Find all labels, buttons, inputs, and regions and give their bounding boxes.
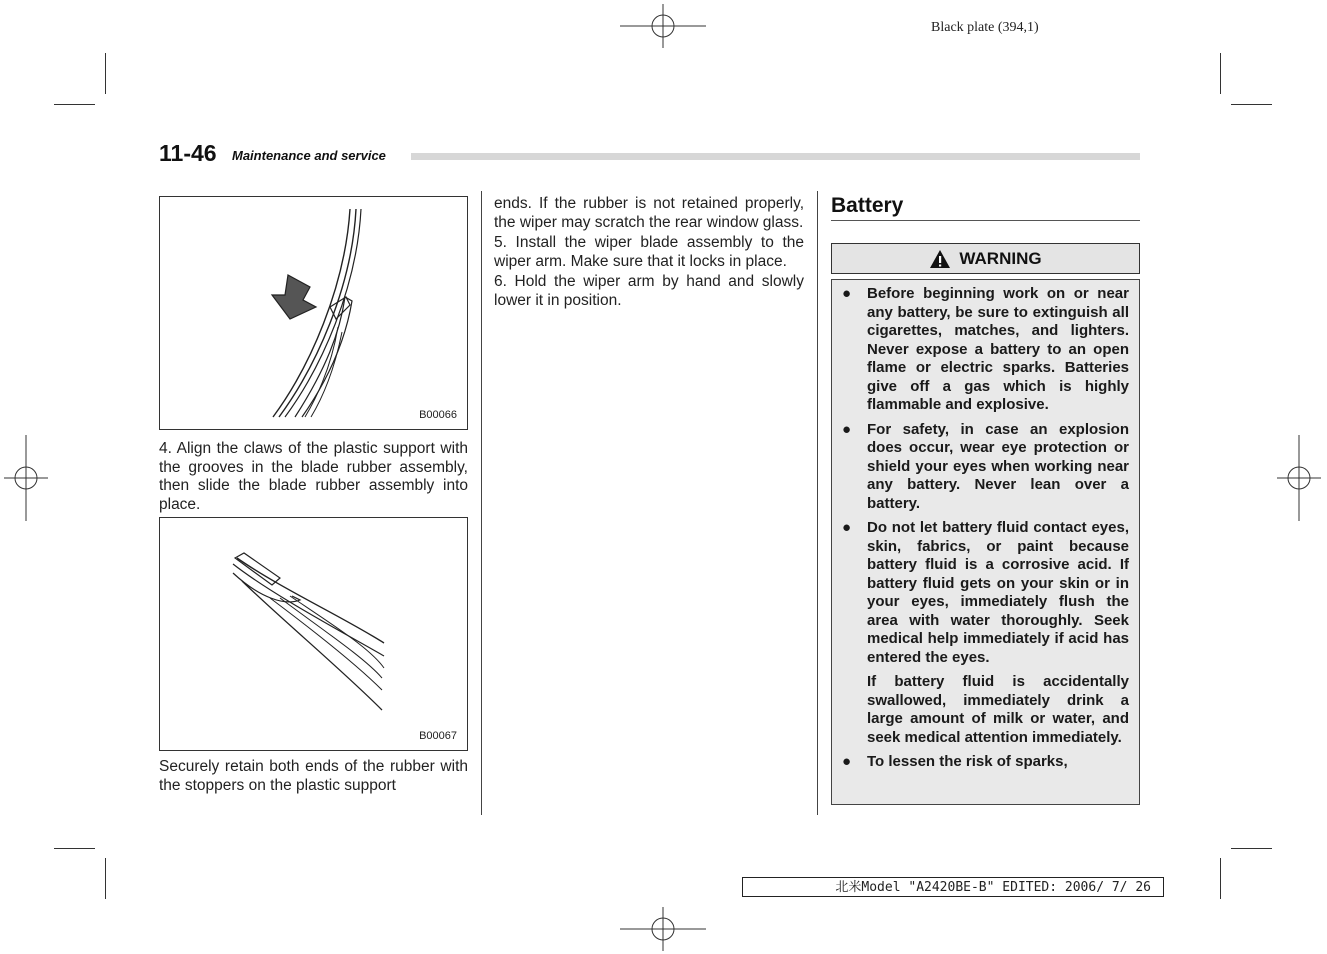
registration-mark-icon [620,4,706,48]
figure-wiper-blade-insert [159,196,468,430]
crop-mark [54,848,95,849]
registration-mark-icon [4,435,48,521]
bullet-icon: ● [842,420,852,438]
warning-note: If battery fluid is accidentally swallowed, immediately drink a large amount of milk or water, and seek medical attention immediately. [867,673,1129,746]
crop-mark [1220,53,1221,94]
crop-mark [105,53,106,94]
warning-triangle-icon [929,249,951,269]
page-number: 11-46 [159,140,217,166]
registration-mark-icon [1277,435,1321,521]
figure-code: B00066 [419,409,457,421]
crop-mark [1231,848,1272,849]
step-5-text: 5. Install the wiper blade assembly to the wiper arm. Make sure that it locks in place. [494,234,804,270]
registration-mark-icon [620,907,706,951]
column-divider [481,191,482,815]
bullet-icon: ● [842,285,852,302]
crop-mark [1220,858,1221,899]
warning-header [831,243,1140,274]
battery-heading: Battery [831,194,904,217]
warning-item: ● For safety, in case an explosion does occur, wear eye protection or shield your eyes when working near any battery. Never lean over a battery. [842,420,1129,512]
step-4-text: 4. Align the claws of the plastic support with the grooves in the blade rubber assembly, then slide the blade rubber assembly into place. [159,440,468,513]
section-title: Maintenance and service [232,148,386,163]
crop-mark [1231,104,1272,105]
middle-column-text [494,195,804,310]
warning-item: ● Do not let battery fluid contact eyes, skin, fabrics, or paint because battery fluid is a corrosive acid. If battery fluid gets on your skin or in your eyes, immediately flush the area with water thoroughly. Seek medical help immediately if acid has entered the eyes. [842,519,1129,666]
step-6-text: 6. Hold the wiper arm by hand and slowly lower it in position. [494,273,804,309]
warning-item: ● To lessen the risk of sparks, [842,753,1068,770]
warning-label: WARNING [959,248,1042,268]
figure-code: B00067 [419,730,457,742]
column-divider [817,191,818,815]
warning-box-bottom-rule [831,804,1140,805]
warning-item: ● Before beginning work on or near any battery, be sure to extinguish all cigarettes, matches, and lighters. Never expose a battery to an open flame or electric sparks. Batteries give off a gas which is highly flammable and explosive. [842,285,1129,413]
continued-text: ends. If the rubber is not retained properly, the wiper may scratch the rear window glass. [494,195,804,231]
warning-box [831,279,1140,805]
crop-mark [54,104,95,105]
bullet-icon: ● [842,753,852,770]
secure-text: Securely retain both ends of the rubber with the stoppers on the plastic support [159,758,468,794]
edit-info: 北米Model "A2420BE-B" EDITED: 2006/ 7/ 26 [742,877,1164,897]
heading-rule [831,220,1140,221]
wiper-blade-illustration [160,197,467,429]
crop-mark [105,858,106,899]
figure-blade-rubber-assembly [159,517,468,751]
plate-label: Black plate (394,1) [931,20,1039,35]
bullet-icon: ● [842,519,852,536]
down-arrow-icon [272,275,316,319]
blade-rubber-illustration [160,518,467,750]
